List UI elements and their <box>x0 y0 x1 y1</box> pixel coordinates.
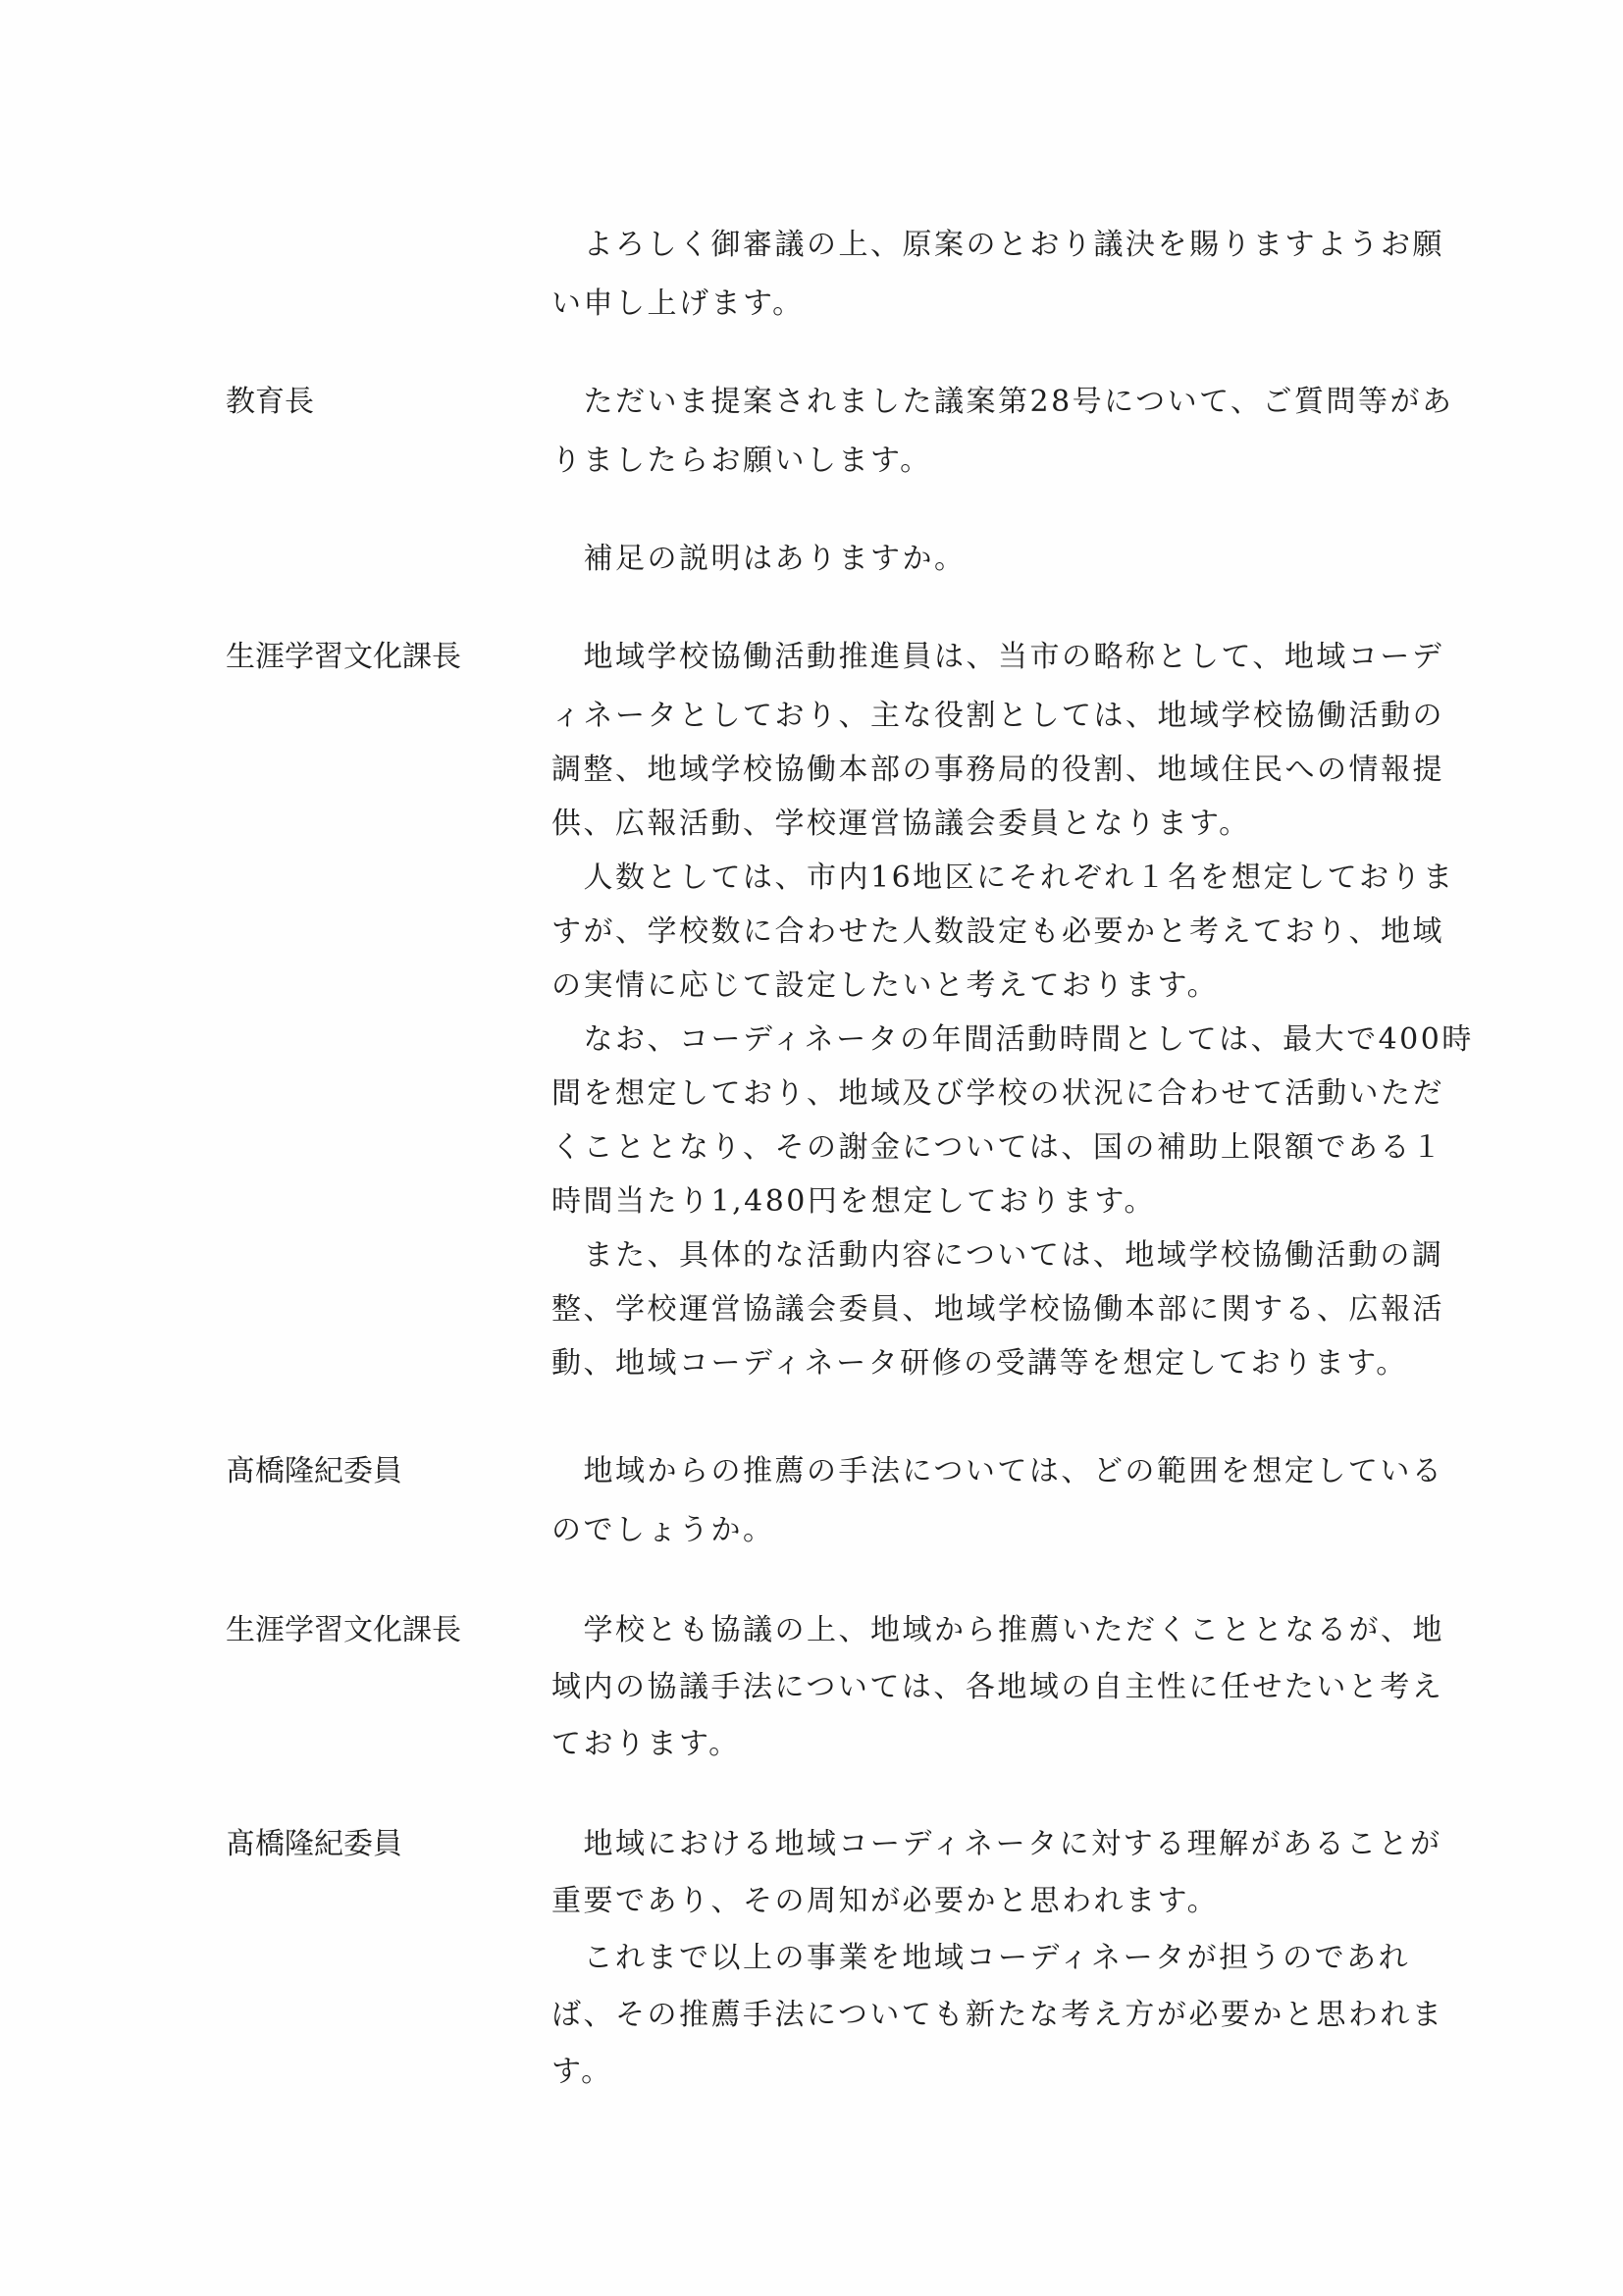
entry-3-line-0: 地域からの推薦の手法については、どの範囲を想定している <box>551 1454 1444 1488</box>
entry-1-speaker: 教育長 <box>226 385 314 419</box>
entry-4-line-0: 学校とも協議の上、地域から推薦いただくこととなるが、地 <box>551 1613 1444 1647</box>
entry-3-line-1: のでしょうか。 <box>551 1513 775 1547</box>
entry-4-speaker: 生涯学習文化課長 <box>226 1613 461 1647</box>
entry-1-line-0: ただいま提案されました議案第28号について、ご質問等があ <box>551 385 1454 419</box>
entry-4-line-1: 域内の協議手法については、各地域の自主性に任せたいと考え <box>551 1670 1444 1704</box>
entry-2-line-10: 時間当たり1,480円を想定しております。 <box>551 1184 1156 1219</box>
entry-4-line-2: ております。 <box>551 1727 741 1761</box>
entry-2-line-6: の実情に応じて設定したいと考えております。 <box>551 968 1220 1003</box>
entry-2-line-5: すが、学校数に合わせた人数設定も必要かと考えており、地域 <box>551 914 1444 949</box>
entry-2-speaker: 生涯学習文化課長 <box>226 640 461 674</box>
entry-5-line-0: 地域における地域コーディネータに対する理解があることが <box>551 1827 1442 1861</box>
entry-0-line-1: い申し上げます。 <box>551 287 805 321</box>
entry-5-speaker: 髙橋隆紀委員 <box>226 1827 402 1861</box>
entry-5-line-1: 重要であり、その周知が必要かと思われます。 <box>551 1884 1220 1918</box>
entry-2-line-1: ィネータとしており、主な役割としては、地域学校協働活動の <box>551 699 1444 733</box>
entry-5-line-3: ば、その推薦手法についても新たな考え方が必要かと思われま <box>551 1998 1444 2032</box>
entry-0-line-0: よろしく御審議の上、原案のとおり議決を賜りますようお願 <box>551 228 1444 262</box>
entry-2-line-12: 整、学校運営協議会委員、地域学校協働本部に関する、広報活 <box>551 1292 1444 1327</box>
entry-2-line-2: 調整、地域学校協働本部の事務局的役割、地域住民への情報提 <box>551 753 1444 787</box>
entry-1-line-1: りましたらお願いします。 <box>551 444 932 478</box>
entry-1-line-3: 補足の説明はありますか。 <box>551 542 967 576</box>
entry-5-line-4: す。 <box>551 2055 613 2089</box>
entry-2-line-8: 間を想定しており、地域及び学校の状況に合わせて活動いただ <box>551 1076 1444 1111</box>
entry-2-line-9: くこととなり、その謝金については、国の補助上限額である１ <box>551 1130 1444 1165</box>
entry-2-line-13: 動、地域コーディネータ研修の受講等を想定しております。 <box>551 1346 1408 1381</box>
entry-2-line-0: 地域学校協働活動推進員は、当市の略称として、地域コーデ <box>551 640 1444 674</box>
entry-2-line-11: また、具体的な活動内容については、地域学校協働活動の調 <box>551 1238 1444 1273</box>
entry-2-line-3: 供、広報活動、学校運営協議会委員となります。 <box>551 807 1251 841</box>
entry-2-line-7: なお、コーディネータの年間活動時間としては、最大で400時 <box>551 1022 1474 1057</box>
entry-2-line-4: 人数としては、市内16地区にそれぞれ１名を想定しておりま <box>551 861 1455 895</box>
entry-3-speaker: 髙橋隆紀委員 <box>226 1454 402 1488</box>
entry-5-line-2: これまで以上の事業を地域コーディネータが担うのであれ <box>551 1941 1411 1975</box>
